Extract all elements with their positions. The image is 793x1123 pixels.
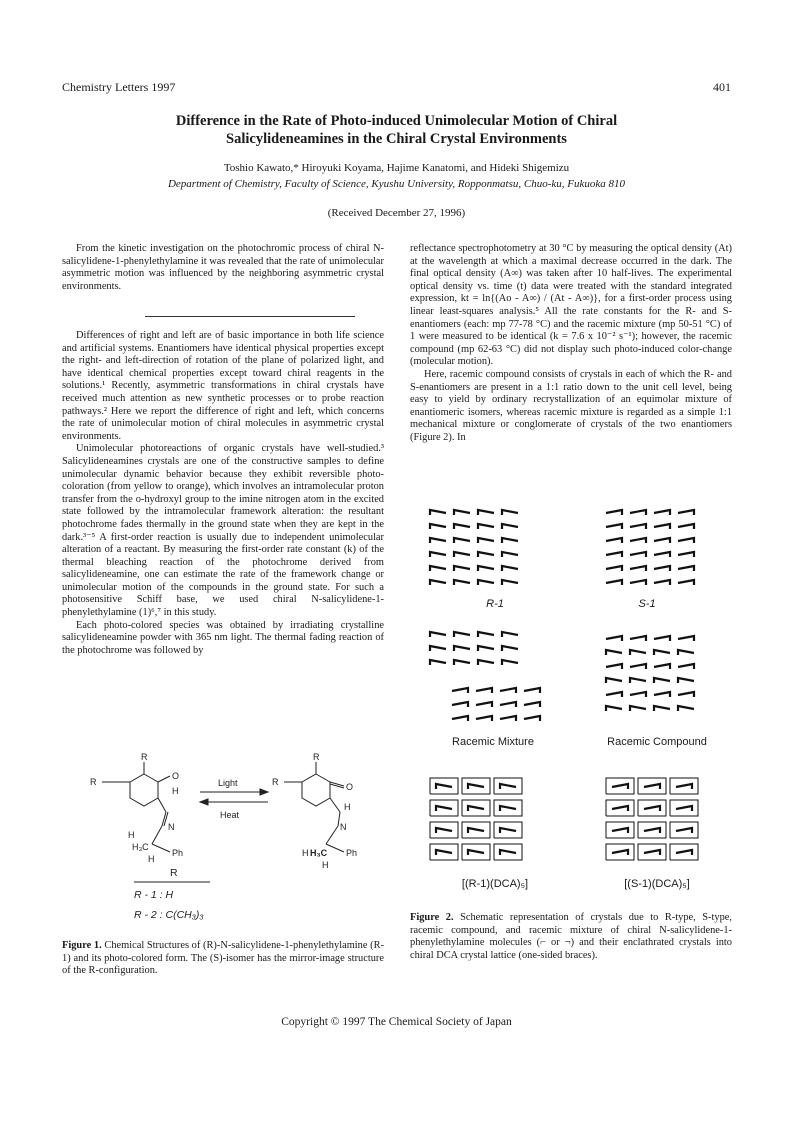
- racemic-compound-molecule: [630, 692, 646, 697]
- racemic-mixture-molecule: [500, 716, 516, 721]
- racemic-mixture-molecule: [524, 702, 540, 707]
- left-paragraph-2: Unimolecular photoreactions of organic crystals have well-studied.³ Salicylideneamines crystals are one of the constructive samples to define unimolecular dynamic behavior because they exhibit reversible photo-coloration (from yellow to orange), which involves an intramolecular proton transfer from the o-hydroxyl group to the imine nitrogen atom in the excited state followed by the intramolecular framework alteration: the resultant photochrome fades thermally in the ground state when they are kept in the dark.³⁻⁵ A first-order reaction is usually due to independent unimolecular alteration of a reactant. By measuring the first-order rate constant (k) of the thermal bleaching reaction of the photochrome derived from salicylideneamine, one can estimate the rate of the framework change or unimolecular motion of the compounds in the ground state. For such a photosensitive Schiff base, we used chiral N-salicylidene-1-phenylethylamine (1)⁶,⁷ in this study.: [62, 443, 384, 619]
- racemic-compound-molecule: [654, 678, 670, 683]
- r1-molecule: [478, 580, 494, 585]
- s1-molecule: [654, 538, 670, 543]
- fig2-label-racemic-mixture: Racemic Mixture: [452, 736, 534, 748]
- racemic-compound-molecule: [630, 650, 646, 655]
- racemic-compound-molecule: [654, 692, 670, 697]
- fig1-ph-2: Ph: [346, 848, 358, 858]
- r1-molecule: [502, 510, 518, 515]
- racemic-mixture-molecule: [452, 688, 468, 693]
- left-paragraph-1: Differences of right and left are of basic importance in both life science and artificial systems. Enantiomers have identical physical properties except the right- and left-direction of rotation of the plane of polarized light, and have identical chemical properties except toward chiral reagents in the solutions.¹ Recently, asymmetric transformations in chiral crystals have received much attention as new synthetic processes or to probe reaction pathways.² Here we report the difference of right and left, which concerns the rate of unimolecular motion of chiral molecules in asymmetric crystal environments.: [62, 330, 384, 442]
- r1-dca-molecule: [468, 806, 484, 811]
- fig1-light-label: Light: [218, 778, 238, 788]
- received-date: (Received December 27, 1996): [327, 207, 466, 219]
- racemic-mixture-molecule: [500, 688, 516, 693]
- r1-dca-molecule: [436, 784, 452, 789]
- figure-2-schematic: [410, 500, 732, 900]
- racemic-mixture-molecule: [476, 688, 492, 693]
- s1-molecule: [678, 538, 694, 543]
- abstract-text: From the kinetic investigation on the photochromic process of chiral N-salicylidene-1-phenylethylamine it was revealed that the rate of unimolecular asymmetric motion was influenced by the neighboring asymmetric crystal environments.: [62, 243, 384, 292]
- fig1-r-top: R: [141, 752, 148, 762]
- s1-dca-molecule: [676, 806, 692, 811]
- racemic-mixture-molecule: [430, 632, 446, 637]
- s1-molecule: [606, 566, 622, 571]
- right-column-body: [410, 243, 732, 445]
- racemic-compound-molecule: [678, 636, 694, 641]
- racemic-compound-molecule: [654, 636, 670, 641]
- paper-title: [62, 112, 731, 148]
- racemic-mixture-molecule: [478, 660, 494, 665]
- right-paragraph-2: Here, racemic compound consists of crystals in each of which the R- and S-enantiomers are present in a 1:1 ratio down to the unit cell level, being easy to yield by ordinary recrystallization of an equimolar mixture of enantiomeric isomers, whereas racemic mixture is regarded as a simple 1:1 mechanical mixture or conglomerate of crystals of the two enantiomers (Figure 2). In: [410, 368, 732, 443]
- r1-molecule: [502, 552, 518, 557]
- r1-molecule: [502, 538, 518, 543]
- r1-molecule: [502, 580, 518, 585]
- r1-dca-molecule: [436, 828, 452, 833]
- racemic-mixture-molecule: [524, 688, 540, 693]
- r1-molecule: [478, 566, 494, 571]
- r1-dca-molecule: [436, 850, 452, 855]
- s1-molecule: [678, 580, 694, 585]
- s1-molecule: [678, 566, 694, 571]
- r1-molecule: [454, 510, 470, 515]
- r1-molecule: [454, 524, 470, 529]
- racemic-compound-molecule: [654, 664, 670, 669]
- r1-molecule: [430, 538, 446, 543]
- figure-1-caption-label: Figure 1.: [62, 940, 102, 951]
- racemic-compound-molecule: [678, 650, 694, 655]
- r1-molecule: [478, 524, 494, 529]
- figure-2-caption-text: Schematic representation of crystals due to R-type, S-type, racemic compound, and racemic mixture of chiral N-salicylidene-1-phenylethylamine molecules (⌐ or ¬) and their enclathrated crystals into chiral DCA crystal lattice (one-sided braces).: [410, 912, 732, 961]
- r1-dca-molecule: [500, 806, 516, 811]
- s1-molecule: [654, 552, 670, 557]
- fig2-label-s1: S-1: [638, 598, 656, 610]
- fig2-label-r1: R-1: [486, 598, 504, 610]
- racemic-compound-molecule: [630, 664, 646, 669]
- title-line-2: Salicylideneamines in the Chiral Crystal Environments: [226, 131, 567, 147]
- racemic-mixture-molecule: [478, 632, 494, 637]
- s1-molecule: [606, 580, 622, 585]
- racemic-mixture-molecule: [454, 632, 470, 637]
- racemic-compound-molecule: [606, 636, 622, 641]
- racemic-mixture-molecule: [502, 632, 518, 637]
- s1-molecule: [654, 580, 670, 585]
- s1-molecule: [630, 552, 646, 557]
- racemic-mixture-molecule: [452, 716, 468, 721]
- figure-2-caption-label: Figure 2.: [410, 912, 454, 923]
- s1-dca-molecule: [644, 806, 660, 811]
- racemic-mixture-molecule: [502, 660, 518, 665]
- affiliation: Department of Chemistry, Faculty of Science, Kyushu University, Ropponmatsu, Chuo-ku, Fukuoka 810: [167, 178, 626, 190]
- left-paragraph-3: Each photo-colored species was obtained by irradiating crystalline salicylideneamine powder with 365 nm light. The thermal fading reaction of the photochrome was followed by: [62, 619, 384, 656]
- fig1-heat-label: Heat: [220, 810, 240, 820]
- fig1-r-top-2: R: [313, 752, 320, 762]
- figure-1-caption: [62, 940, 384, 978]
- s1-dca-molecule: [676, 828, 692, 833]
- s1-dca-molecule: [612, 850, 628, 855]
- s1-molecule: [630, 538, 646, 543]
- s1-molecule: [654, 524, 670, 529]
- fig1-ph: Ph: [172, 848, 184, 858]
- r1-molecule: [502, 524, 518, 529]
- racemic-mixture-molecule: [430, 660, 446, 665]
- fig1-o-label-2: O: [346, 782, 354, 792]
- racemic-mixture-molecule: [476, 716, 492, 721]
- s1-dca-molecule: [612, 806, 628, 811]
- fig1-h-bottom: H: [148, 854, 155, 864]
- fig2-label-r1-dca: [(R-1)(DCA)₅]: [461, 878, 529, 890]
- s1-molecule: [654, 510, 670, 515]
- r1-molecule: [502, 566, 518, 571]
- r1-molecule: [478, 552, 494, 557]
- racemic-compound-molecule: [630, 678, 646, 683]
- racemic-compound-molecule: [654, 650, 670, 655]
- fig1-h-nh: H: [344, 802, 351, 812]
- r1-molecule: [478, 538, 494, 543]
- journal-name: Chemistry Letters 1997: [62, 80, 176, 94]
- r1-dca-molecule: [500, 784, 516, 789]
- left-column-body: [62, 330, 384, 657]
- right-paragraph-1: reflectance spectrophotometry at 30 °C by measuring the optical density (At) at the wavelength at which a maximal decrease occurred in the dark. The final optical density (A∞) was taken after 10 half-lives. The experimental optical density vs. time (t) data were treated with the standard integrated expression, kt = ln{(Ao - A∞) / (At - A∞)}, for a first-order process using linear least-squares analysis.⁵ All the rate constants for the R- and S-enantiomers (each: mp 77-78 °C) and the racemic mixture (mp 50-51 °C) of 1 were measured to be identical (k = 7.6 x 10⁻² s⁻¹); however, the racemic compound (mp 62-63 °C) did not display such photo-induced color-change (molecular motion).: [410, 243, 732, 368]
- figure-1-caption-text: Chemical Structures of (R)-N-salicylidene-1-phenylethylamine (R-1) and its photo-colored form. The (S)-isomer has the mirror-image structure of the R-configuration.: [62, 940, 384, 977]
- fig1-n-label: N: [168, 822, 175, 832]
- r1-molecule: [454, 538, 470, 543]
- r1-molecule: [454, 566, 470, 571]
- copyright-footer: Copyright © 1997 The Chemical Society of Japan: [281, 1016, 512, 1028]
- fig2-label-s1-dca: [(S-1)(DCA)₅]: [624, 878, 690, 890]
- fig1-h3c: H₃C: [132, 842, 149, 852]
- s1-dca-molecule: [644, 850, 660, 855]
- r1-dca-molecule: [500, 850, 516, 855]
- fig1-r-left-2: R: [272, 777, 279, 787]
- s1-molecule: [678, 524, 694, 529]
- racemic-compound-molecule: [606, 678, 622, 683]
- racemic-mixture-molecule: [524, 716, 540, 721]
- fig1-r-left: R: [90, 777, 97, 787]
- racemic-mixture-molecule: [430, 646, 446, 651]
- figure-2-caption: [410, 912, 732, 962]
- s1-molecule: [630, 580, 646, 585]
- s1-molecule: [678, 552, 694, 557]
- racemic-compound-molecule: [678, 664, 694, 669]
- fig1-table-row-1: R - 1 : H: [134, 889, 174, 901]
- s1-dca-molecule: [644, 828, 660, 833]
- racemic-compound-molecule: [654, 706, 670, 711]
- title-line-1: Difference in the Rate of Photo-induced Unimolecular Motion of Chiral: [175, 113, 618, 129]
- s1-molecule: [630, 510, 646, 515]
- racemic-compound-molecule: [606, 664, 622, 669]
- r1-molecule: [430, 566, 446, 571]
- racemic-mixture-molecule: [452, 702, 468, 707]
- racemic-compound-molecule: [678, 678, 694, 683]
- racemic-compound-molecule: [606, 650, 622, 655]
- s1-dca-molecule: [644, 784, 660, 789]
- racemic-mixture-molecule: [478, 646, 494, 651]
- fig2-label-racemic-compound: Racemic Compound: [607, 736, 707, 748]
- fig1-o-label: O: [172, 771, 180, 781]
- fig1-n-label-2: N: [340, 822, 347, 832]
- racemic-compound-molecule: [630, 636, 646, 641]
- s1-molecule: [678, 510, 694, 515]
- s1-molecule: [606, 552, 622, 557]
- s1-dca-molecule: [676, 784, 692, 789]
- s1-dca-molecule: [676, 850, 692, 855]
- s1-molecule: [606, 538, 622, 543]
- r1-dca-molecule: [436, 806, 452, 811]
- r1-molecule: [430, 580, 446, 585]
- fig1-h3c-2: H₃C: [310, 848, 328, 858]
- fig1-h-bottom-2: H: [322, 860, 329, 870]
- abstract-divider: [145, 316, 355, 317]
- authors: Toshio Kawato,* Hiroyuki Koyama, Hajime Kanatomi, and Hideki Shigemizu: [223, 162, 570, 174]
- racemic-compound-molecule: [678, 692, 694, 697]
- r1-dca-molecule: [468, 850, 484, 855]
- fig1-h-hydroxyl: H: [172, 786, 179, 796]
- racemic-mixture-molecule: [476, 702, 492, 707]
- fig1-h-left-2: H: [302, 848, 309, 858]
- s1-molecule: [630, 566, 646, 571]
- s1-molecule: [606, 510, 622, 515]
- r1-molecule: [454, 552, 470, 557]
- racemic-mixture-molecule: [454, 646, 470, 651]
- s1-dca-molecule: [612, 828, 628, 833]
- racemic-mixture-molecule: [502, 646, 518, 651]
- fig1-table-header: R: [170, 867, 178, 879]
- r1-molecule: [430, 510, 446, 515]
- r1-molecule: [430, 524, 446, 529]
- racemic-compound-molecule: [606, 692, 622, 697]
- r1-dca-molecule: [468, 828, 484, 833]
- fig1-table-row-2: R - 2 : C(CH₃)₃: [134, 909, 204, 921]
- r1-dca-molecule: [468, 784, 484, 789]
- fig1-h-left: H: [128, 830, 135, 840]
- page-number: 401: [713, 80, 731, 94]
- racemic-compound-molecule: [630, 706, 646, 711]
- s1-molecule: [654, 566, 670, 571]
- racemic-mixture-molecule: [454, 660, 470, 665]
- racemic-compound-molecule: [678, 706, 694, 711]
- racemic-compound-molecule: [606, 706, 622, 711]
- s1-molecule: [630, 524, 646, 529]
- figure-1-structures: [62, 752, 392, 932]
- r1-dca-molecule: [500, 828, 516, 833]
- racemic-mixture-molecule: [500, 702, 516, 707]
- s1-dca-molecule: [612, 784, 628, 789]
- r1-molecule: [430, 552, 446, 557]
- r1-molecule: [478, 510, 494, 515]
- s1-molecule: [606, 524, 622, 529]
- abstract: [62, 243, 384, 293]
- r1-molecule: [454, 580, 470, 585]
